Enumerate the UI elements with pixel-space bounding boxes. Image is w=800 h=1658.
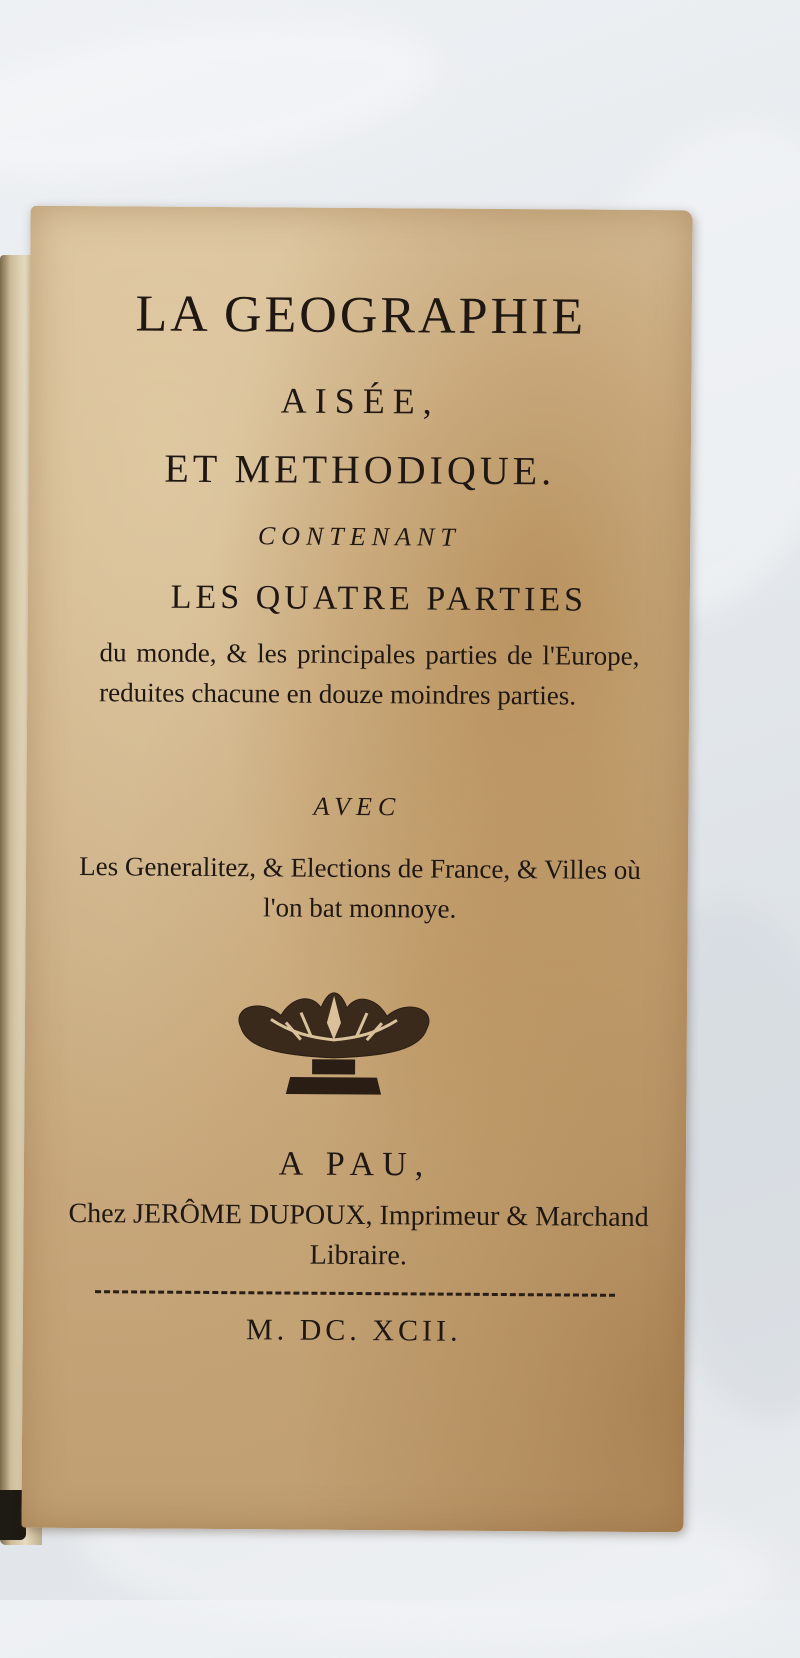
printers-ornament (230, 977, 437, 1100)
title-page (21, 206, 692, 1533)
title-line-3: ET METHODIQUE. (164, 445, 556, 494)
publication-date: M. DC. XCII. (245, 1313, 462, 1348)
description-text: du monde, & les principales parties de l'Europe, reduites chacune en douze moindres parties. (99, 637, 640, 711)
divider-rule (95, 1290, 615, 1297)
contenant-label: CONTENANT (257, 521, 461, 552)
place-of-printing: A PAU, (278, 1145, 432, 1184)
printer-imprint: Chez JERÔME DUPOUX, Imprimeur & Marchand Libraire. (68, 1197, 649, 1272)
title-line-1: LA GEOGRAPHIE (135, 285, 587, 346)
supplement-text: Les Generalitez, & Elections de France, & Villes où l'on bat monnoye. (79, 851, 641, 924)
title-line-2: AISÉE, (280, 380, 440, 422)
avec-label: AVEC (313, 791, 402, 822)
cloth-fold (0, 0, 447, 206)
subtitle-line: LES QUATRE PARTIES (170, 578, 588, 619)
